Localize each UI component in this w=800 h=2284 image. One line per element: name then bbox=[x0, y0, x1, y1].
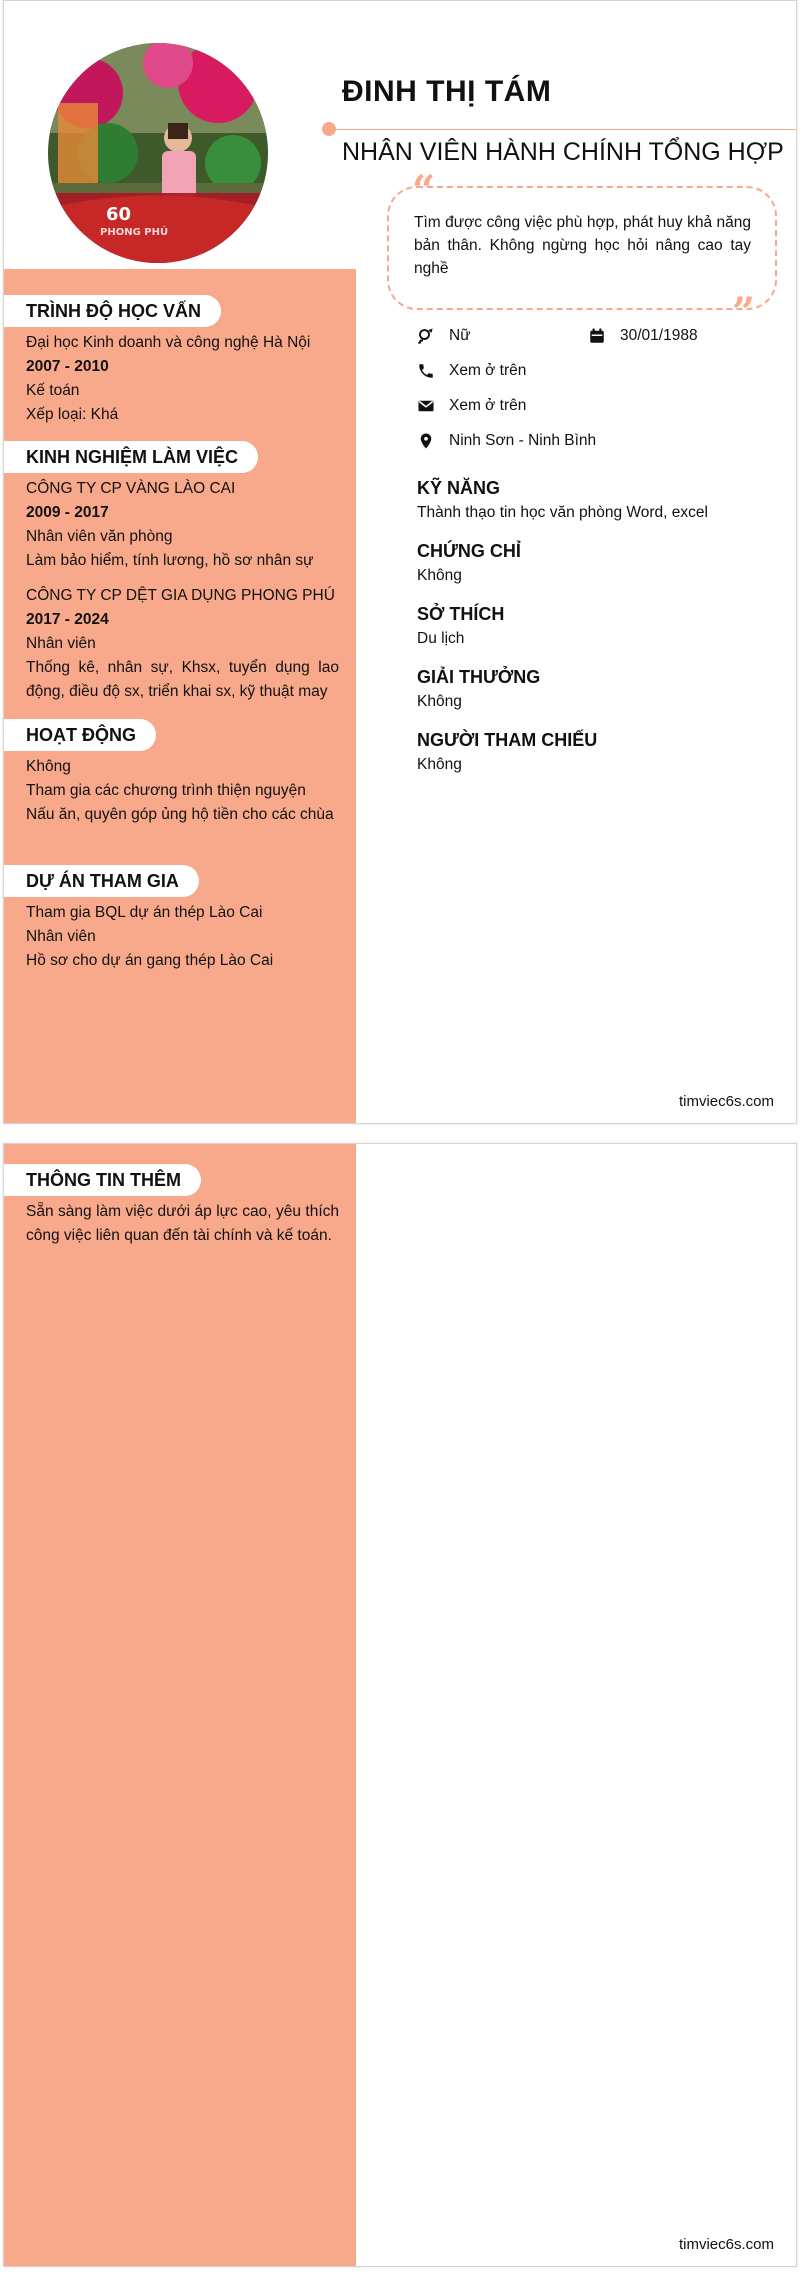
open-quote-icon: “ bbox=[412, 167, 436, 214]
references-title: NGƯỜI THAM CHIẾU bbox=[417, 730, 598, 750]
awards-text: Không bbox=[417, 693, 462, 710]
phone-value: Xem ở trên bbox=[449, 362, 527, 379]
address-value: Ninh Sơn - Ninh Bình bbox=[449, 432, 597, 449]
job-title: NHÂN VIÊN HÀNH CHÍNH TỔNG HỢP bbox=[342, 138, 784, 166]
certificates-text: Không bbox=[417, 567, 462, 584]
photo-brand-text: PHONG PHÚ bbox=[100, 227, 169, 238]
activities-heading: HOẠT ĐỘNG bbox=[4, 719, 156, 751]
hobbies-text: Du lịch bbox=[417, 630, 465, 647]
sidebar bbox=[4, 1144, 356, 2267]
projects-line-3: Hồ sơ cho dự án gang thép Lào Cai bbox=[26, 952, 274, 969]
additional-info-text: Sẵn sàng làm việc dưới áp lực cao, yêu thích công việc liên quan đến tài chính và kế toán. bbox=[26, 1203, 339, 1244]
objective-text: Tìm được công việc phù hợp, phát huy khả năng bản thân. Không ngừng học hỏi nâng cao tay nghề bbox=[414, 214, 751, 277]
experience-heading: KINH NGHIỆM LÀM VIỆC bbox=[4, 441, 258, 473]
activities-line-2: Tham gia các chương trình thiện nguyện bbox=[26, 782, 306, 799]
job-1-company: CÔNG TY CP VÀNG LÀO CAI bbox=[26, 480, 236, 497]
certificates-title: CHỨNG CHỈ bbox=[417, 541, 521, 561]
birthdate-value: 30/01/1988 bbox=[620, 327, 698, 344]
footer-site: timviec6s.com bbox=[678, 1093, 774, 1110]
gender-icon bbox=[417, 327, 435, 345]
job-1-period: 2009 - 2017 bbox=[26, 504, 109, 521]
birthdate-row bbox=[588, 327, 698, 345]
hobbies-title: SỞ THÍCH bbox=[417, 604, 505, 624]
education-period: 2007 - 2010 bbox=[26, 358, 109, 375]
references-text: Không bbox=[417, 756, 462, 773]
activities-line-1: Không bbox=[26, 758, 71, 775]
phone-row bbox=[417, 362, 526, 380]
profile-photo bbox=[48, 43, 268, 263]
projects-heading: DỰ ÁN THAM GIA bbox=[4, 865, 199, 897]
footer-site: timviec6s.com bbox=[678, 2236, 774, 2253]
location-pin-icon bbox=[417, 432, 435, 450]
phone-icon bbox=[417, 362, 435, 380]
title-divider bbox=[328, 129, 797, 130]
projects-line-2: Nhân viên bbox=[26, 928, 96, 945]
job-2-period: 2017 - 2024 bbox=[26, 611, 109, 628]
gender-row bbox=[417, 327, 471, 345]
job-2-position: Nhân viên bbox=[26, 635, 96, 652]
calendar-icon bbox=[588, 327, 606, 345]
close-quote-icon: ” bbox=[732, 289, 756, 336]
education-school: Đại học Kinh doanh và công nghệ Hà Nội bbox=[26, 334, 311, 351]
cv-page-1 bbox=[3, 0, 797, 1124]
skills-title: KỸ NĂNG bbox=[417, 478, 501, 498]
email-value: Xem ở trên bbox=[449, 397, 527, 414]
email-row bbox=[417, 397, 526, 415]
additional-info-heading: THÔNG TIN THÊM bbox=[4, 1164, 201, 1196]
job-2-company: CÔNG TY CP DỆT GIA DỤNG PHONG PHÚ bbox=[26, 587, 335, 604]
candidate-name: ĐINH THỊ TÁM bbox=[342, 75, 552, 108]
email-icon bbox=[417, 397, 435, 415]
gender-value: Nữ bbox=[449, 327, 471, 344]
job-1-position: Nhân viên văn phòng bbox=[26, 528, 173, 545]
title-divider-dot bbox=[322, 122, 336, 136]
address-row bbox=[417, 432, 596, 450]
job-2-description: Thống kê, nhân sự, Khsx, tuyển dụng lao động, điều độ sx, triển khai sx, kỹ thuật may bbox=[26, 659, 339, 700]
awards-title: GIẢI THƯỞNG bbox=[417, 667, 541, 687]
education-major: Kế toán bbox=[26, 382, 80, 399]
photo-badge-number: 60 bbox=[106, 204, 132, 225]
projects-line-1: Tham gia BQL dự án thép Lào Cai bbox=[26, 904, 263, 921]
skills-text: Thành thạo tin học văn phòng Word, excel bbox=[417, 504, 708, 521]
job-1-description: Làm bảo hiểm, tính lương, hồ sơ nhân sự bbox=[26, 552, 314, 569]
education-grade: Xếp loại: Khá bbox=[26, 406, 119, 423]
education-heading: TRÌNH ĐỘ HỌC VẤN bbox=[4, 295, 221, 327]
activities-line-3: Nấu ăn, quyên góp ủng hộ tiền cho các chùa bbox=[26, 806, 334, 823]
cv-page-2 bbox=[3, 1143, 797, 2267]
